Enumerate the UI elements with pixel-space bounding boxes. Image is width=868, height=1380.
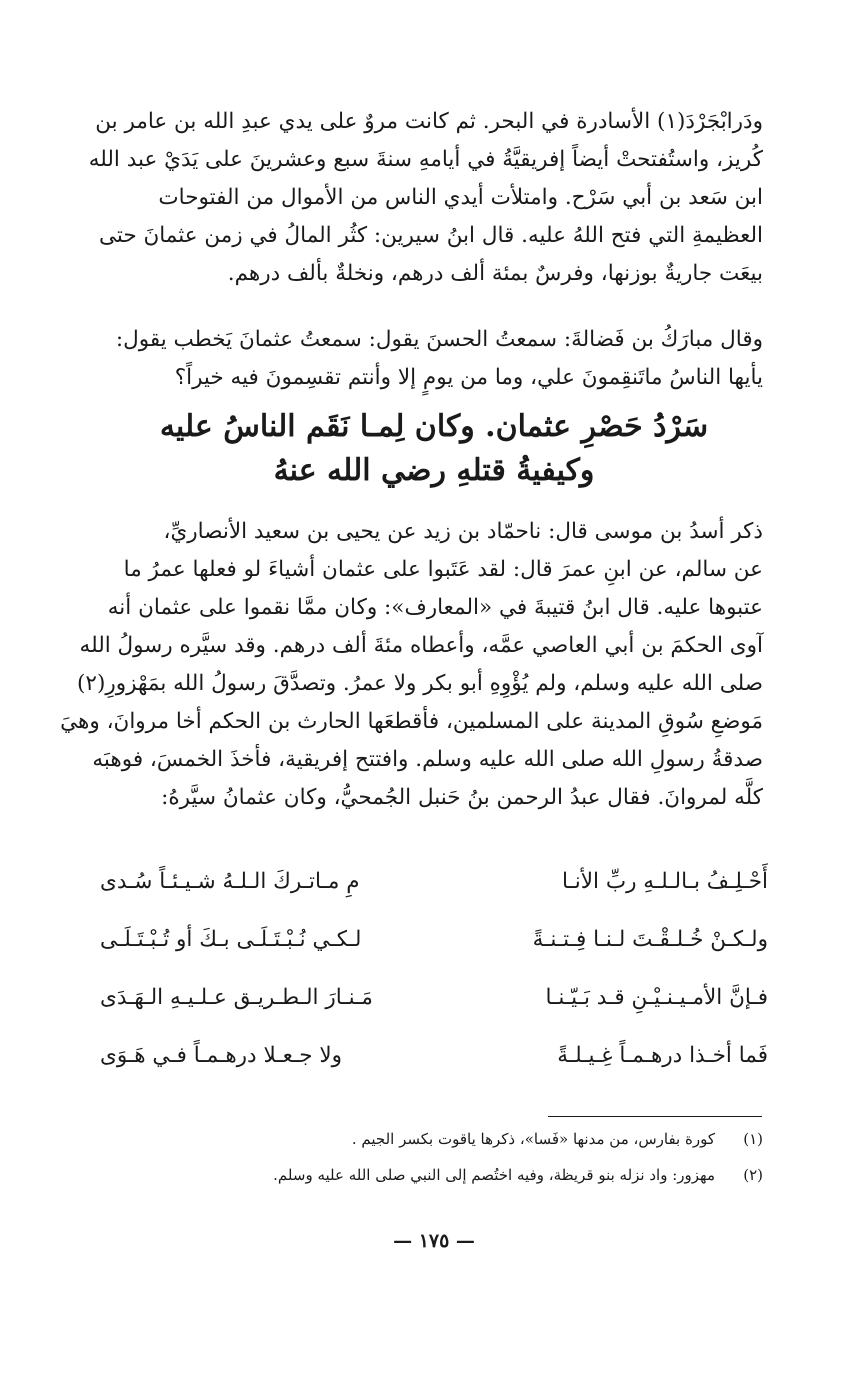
poem-verse	[100, 1026, 768, 1084]
hemistich-right: فـإنَّ الأمـيـنـيْـنِ قـد بَـيّـنـا	[545, 984, 768, 1010]
footnote-number: (١)	[743, 1130, 763, 1148]
hemistich-left: ولا جـعـلا درهـمـاً فـي هَـوَى	[100, 1042, 343, 1068]
hemistich-right: ولـكـنْ خُـلـقْـتَ لـنـا فِـتـنـةً	[532, 926, 768, 952]
heading-line: سَرْدُ حَصْرِ عثمان. وكان لِمـا نَقَم الناسُ عليه	[159, 409, 709, 444]
footnote-text: كورة بفارس، من مدنها «فَسا»، ذكرها ياقوت بكسر الجيم .	[351, 1130, 715, 1148]
paragraph-1	[88, 103, 763, 293]
text-line: بيعَت جاريةٌ بوزنها، وفرسٌ بمئة ألف درهم، ونخلةٌ بألف درهم.	[227, 261, 763, 286]
text-line: صلى الله عليه وسلم، ولم يُؤْوِهِ أبو بكر ولا عمرُ. وتصدَّقَ رسولُ الله بمَهْزورِ(٢)	[77, 671, 763, 696]
text-line: عتبوها عليه. قال ابنُ قتيبةَ في «المعارف»: وكان ممَّا نقموا على عثمان أنه	[107, 595, 763, 620]
section-heading	[105, 405, 763, 493]
hemistich-right: فَما أخـذا درهـمـاً غِـيـلـةً	[557, 1042, 768, 1068]
heading-line: وكيفيةُ قتلهِ رضي الله عنهُ	[273, 453, 595, 488]
text-line: عن سالم، عن ابنِ عمرَ قال: لقد عَتَبوا على عثمان أشياءَ لو فعلها عمرُ ما	[123, 557, 763, 582]
poem-verse	[100, 968, 768, 1026]
footnote-text: مهزور: واد نزله بنو قريظة، وفيه اختُصم إلى النبي صلى الله عليه وسلم.	[273, 1166, 715, 1184]
text-line: كُريز، واستُفتحتْ أيضاً إفريقيَّةُ في أيامهِ سنةَ سبع وعشرينَ على يَدَيْ عبد الله	[88, 147, 763, 172]
footnote-number: (٢)	[743, 1166, 763, 1184]
paragraph-3	[60, 513, 763, 817]
text-line: ودَرابْجَرْدَ(١) الأسادرة في البحر. ثم كانت مروٌ على يدي عبدِ الله بن عامر بن	[95, 109, 763, 134]
text-line: كلَّه لمروانَ. فقال عبدُ الرحمن بنُ حَنبل الجُمحيُّ، وكان عثمانُ سيَّرهُ:	[161, 785, 763, 810]
hemistich-left: مِ مـاتـركَ الـلـهُ شـيـئـاً سُـدى	[100, 868, 360, 894]
text-line: ذكر أسدُ بن موسى قال: ناحمّاد بن زيد عن يحيى بن سعيد الأنصاريِّ،	[163, 519, 763, 544]
hemistich-right: أَحْـلِـفُ بـالـلـهِ ربِّ الأنـا	[561, 868, 768, 894]
hemistich-left: مَـنـارَ الـطـريـق عـلـيـهِ الـهَـدَى	[100, 984, 373, 1010]
hemistich-left: لـكـي نُـبْـتَـلَـى بـكَ أو تُـبْـتَـلَـى	[100, 926, 362, 952]
text-line: العظيمةِ التي فتح اللهُ عليه. قال ابنُ سيرين: كثُر المالُ في زمن عثمانَ حتى	[98, 223, 763, 248]
poem	[100, 852, 768, 1084]
text-line: آوى الحكمَ بن أبي العاصي عمَّه، وأعطاه مئةَ ألف درهم. وقد سيَّره رسولُ الله	[79, 633, 763, 658]
paragraph-2	[105, 321, 763, 397]
text-line: يأيها الناسُ ماتَنقِمونَ علي، وما من يومٍ إلا وأنتم تقسِمونَ فيه خيراً؟	[174, 365, 763, 390]
poem-verse	[100, 910, 768, 968]
footnote-1	[200, 1130, 763, 1148]
text-line: ابن سَعد بن أبي سَرْح. وامتلأت أيدي الناس من الأموال من الفتوحات	[158, 185, 763, 210]
poem-verse	[100, 852, 768, 910]
text-line: وقال مبارَكُ بن فَضالةَ: سمعتُ الحسنَ يقول: سمعتُ عثمانَ يَخطب يقول:	[115, 327, 763, 352]
footnote-separator	[548, 1116, 762, 1117]
text-line: مَوضعِ سُوقِ المدينة على المسلمين، فأقطعَها الحارث بن الحكم أخا مروانَ، وهيَ	[60, 709, 763, 734]
footnote-2	[200, 1166, 763, 1184]
page-number: — ١٧٥ —	[393, 1230, 475, 1252]
text-line: صدقةُ رسولِ الله صلى الله عليه وسلم. وافتتح إفريقية، فأخذَ الخمسَ، فوهبَه	[92, 747, 763, 772]
